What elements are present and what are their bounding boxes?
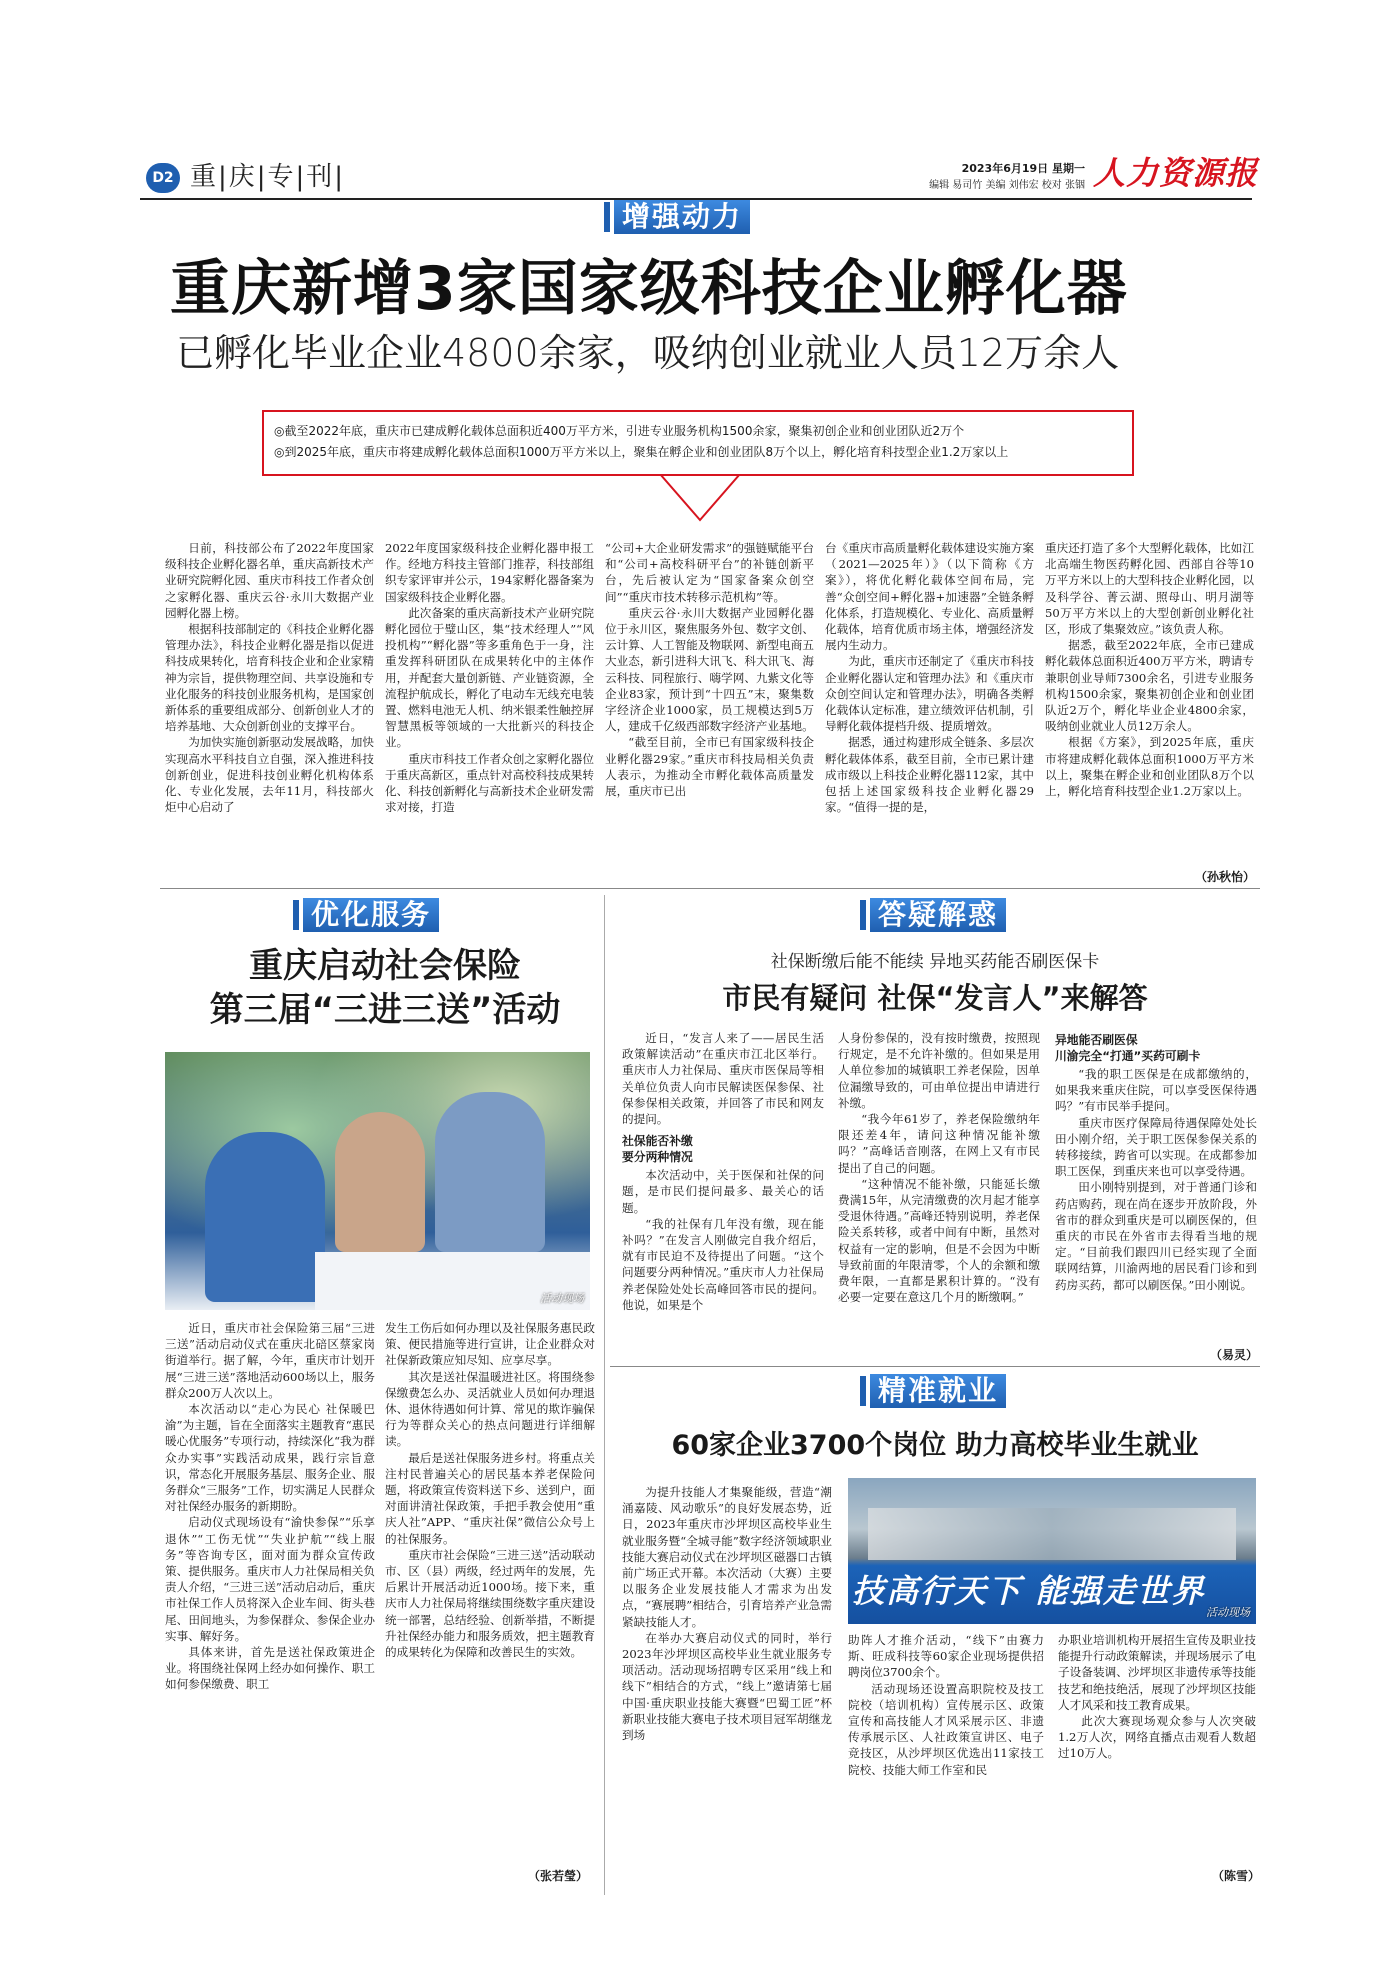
photo-banner: 技高行天下 能强走世界 xyxy=(852,1572,1206,1610)
event-photo-social-insurance xyxy=(165,1052,590,1310)
paragraph: 根据《方案》，到2025年底，重庆市将建成孵化载体总面积1000万平方米以上，聚集在孵企业和创业团队8万个以上，孵化培育科技型企业1.2万家以上。 xyxy=(1045,735,1254,799)
paragraph: 此次大赛现场观众参与人次突破1.2万人次，网络直播点击观看人数超过10万人。 xyxy=(1058,1714,1256,1761)
byline-left: （张若瑩） xyxy=(528,1869,589,1883)
paragraph: “截至目前，全市已有国家级科技企业孵化器29家。”重庆市科技局相关负责人表示，为推动全市孵化载体高质量发展，重庆市已出 xyxy=(605,735,814,799)
paragraph: 在举办大赛启动仪式的同时，举行2023年沙坪坝区高校毕业生就业服务专项活动。活动现场招聘专区采用“线上和线下”相结合的方式，“线上”邀请第七届中国·重庆职业技能大赛暨“巴蜀工匠”杯新职业技能大赛电子技术项目冠军胡继龙到场 xyxy=(622,1630,832,1743)
top-column-2 xyxy=(385,540,594,880)
section-tag-right xyxy=(860,898,1006,932)
section-tag-label: 优化服务 xyxy=(303,898,439,932)
paragraph: 重庆还打造了多个大型孵化载体，比如江北高端生物医药孵化园、西部自谷等10万平方米以上的大型科技企业孵化园，以及科学谷、菁云湖、照母山、明月湖等50万平方米以上的大型创新创业孵化社区，形成了集聚效应。”该负责人称。 xyxy=(1045,541,1254,637)
top-column-3 xyxy=(605,540,814,880)
paragraph: 此次备案的重庆高新技术产业研究院孵化园位于璧山区，集“技术经理人”“风投机构”“孵化器”等多重角色于一身，注重发挥科研团队在成果转化中的主体作用，并配套大量创新链、产业链资源，全流程护航成长，孵化了电动车无线充电装置、燃料电池无人机、纳米银柔性触控屏智慧黑板等领域的一大批新兴的科技企业。 xyxy=(385,605,594,750)
paragraph: 据悉，截至2022年底，全市已建成孵化载体总面积近400万平方米，聘请专兼职创业导师7300余名，引进专业服务机构1500余家，聚集初创企业和创业团队近2万个，孵化毕业企业4800余家，吸纳创业就业人员12万余人。 xyxy=(1045,638,1254,734)
main-subheadline: 已孵化毕业企业4800余家，吸纳创业就业人员12万余人 xyxy=(176,331,1120,375)
section-tag-label: 答疑解惑 xyxy=(870,898,1006,932)
crowd-figure xyxy=(205,1132,325,1302)
section-tag-label: 增强动力 xyxy=(614,200,750,234)
subheading-backpay: 社保能否补缴 要分两种情况 xyxy=(622,1134,693,1165)
key-fact-2: ◎到2025年底，重庆市将建成孵化载体总面积1000万平方米以上，聚集在孵企业和创业团队8万个以上，孵化培育科技型企业1.2万家以上 xyxy=(274,445,1009,459)
event-photo-job-fair xyxy=(848,1478,1256,1624)
qa-column-1 xyxy=(622,1030,824,1360)
paragraph: 近日，重庆市社会保险第三届“三进三送”活动启动仪式在重庆北碚区蔡家岗街道举行。据了解，今年，重庆市计划开展“三进三送”落地活动600场以上，服务群众200万人次以上。 xyxy=(165,1321,375,1400)
paragraph: “我的职工医保是在成都缴纳的，如果我来重庆住院，可以享受医保待遇吗？”有市民举手提问。 xyxy=(1055,1067,1257,1114)
bottom-headline: 60家企业3700个岗位 助力高校毕业生就业 xyxy=(671,1430,1199,1461)
qa-column-3 xyxy=(1055,1030,1257,1360)
byline-bottom: （陈雪） xyxy=(1212,1869,1261,1883)
paragraph: 助阵人才推介活动，“线下”由赛力斯、旺成科技等60家企业现场提供招聘岗位3700余个。 xyxy=(848,1633,1044,1680)
newspaper-logo: 人力资源报 xyxy=(1093,154,1259,192)
paragraph: 人身份参保的，没有按时缴费，按照现行规定，是不允许补缴的。但如果是用人单位参加的城镇职工养老保险，因单位漏缴导致的，可由单位提出申请进行补缴。 xyxy=(838,1031,1040,1110)
left-headline-line-1: 重庆启动社会保险 xyxy=(249,946,521,986)
date-line: 2023年6月19日 星期一 xyxy=(961,162,1085,175)
paragraph: 本次活动以“走心为民心 社保暖巴渝”为主题，旨在全面落实主题教育“惠民暖心优服务”专项行动，持续深化“我为群众办实事”实践活动成果，践行宗旨意识，常态化开展服务基层、服务企业、服务群众“三服务”工作，切实满足人民群众对社保经办服务的新期盼。 xyxy=(165,1402,375,1514)
main-headline: 重庆新增3家国家级科技企业孵化器 xyxy=(170,254,1128,324)
paragraph: 发生工伤后如何办理以及社保服务惠民政策、便民措施等进行宣讲，让企业群众对社保新政策应知尽知、应享尽享。 xyxy=(385,1321,595,1368)
paragraph: 重庆市社会保险“三进三送”活动联动市、区（县）两级，经过两年的发展，先后累计开展活动近1000场。接下来，重庆市人力社保局将继续围绕数字重庆建设统一部署，总结经验、创新举措，不断提升社保经办能力和服务质效，把主题教育的成果转化为保障和改善民生的实效。 xyxy=(385,1547,595,1660)
left-column-2 xyxy=(385,1320,595,1885)
paragraph: 最后是送社保服务进乡村。将重点关注村民普遍关心的居民基本养老保险问题，将政策宣传资料送下乡、送到户，面对面讲清社保政策，手把手教会使用“重庆人社”APP、“重庆社保”微信公众号上的社保服务。 xyxy=(385,1450,595,1546)
paragraph: 据悉，通过构建形成全链条、多层次孵化载体体系，截至目前，全市已累计建成市级以上科技企业孵化器112家，其中包括上述国家级科技企业孵化器29家。“值得一提的是， xyxy=(825,735,1034,815)
page-number-badge: D2 xyxy=(146,163,180,193)
photo-caption: 活动现场 xyxy=(1206,1606,1250,1619)
key-facts-box xyxy=(262,410,1134,476)
bottom-column-3 xyxy=(1058,1632,1256,1882)
paragraph: 日前，科技部公布了2022年度国家级科技企业孵化器名单，重庆高新技术产业研究院孵化园、重庆市科技工作者众创之家孵化器、重庆云谷·永川大数据产业园孵化器上榜。 xyxy=(165,541,374,620)
right-headline: 市民有疑问 社保“发言人”来解答 xyxy=(722,981,1148,1015)
paragraph: 为此，重庆市还制定了《重庆市科技企业孵化器认定和管理办法》和《重庆市众创空间认定和管理办法》，明确各类孵化载体认定标准，建立绩效评估机制，引导孵化载体提档升级、提质增效。 xyxy=(825,654,1034,734)
paragraph: 重庆云谷·永川大数据产业园孵化器位于永川区，聚焦服务外包、数字文创、云计算、人工智能及物联网、新型电商五大业态，新引进科大讯飞、科大讯飞、海云科技、同程旅行、嗨学网、九紫文化等企业83家，预计到“十四五”末，聚集数字经济企业1000家，员工规模达到5万人，建成千亿级西部数字经济产业基地。 xyxy=(605,605,814,734)
section-divider xyxy=(610,1366,1260,1367)
paragraph: 2022年度国家级科技企业孵化器申报工作。经地方科技主管部门推荐，科技部组织专家评审并公示，194家孵化器备案为国家级科技企业孵化器。 xyxy=(385,541,594,604)
paragraph: 重庆市科技工作者众创之家孵化器位于重庆高新区，重点针对高校科技成果转化、科技创新孵化与高新技术企业研发需求对接，打造 xyxy=(385,751,594,815)
section-tag-left xyxy=(293,898,439,932)
section-divider xyxy=(160,888,1260,889)
paragraph: “公司+大企业研发需求”的强链赋能平台和“公司+高校科研平台”的补链创新平台，先后被认定为“国家备案众创空间”“重庆市技术转移示范机构”等。 xyxy=(605,541,814,604)
photo-caption: 活动现场 xyxy=(540,1292,584,1305)
paragraph: 根据科技部制定的《科技企业孵化器管理办法》，科技企业孵化器是指以促进科技成果转化，培育科技企业和企业家精神为宗旨，提供物理空间、共享设施和专业化服务的科技创业服务机构，是国家创新体系的重要组成部分、创新创业人才的培养基地、大众创新创业的支撑平台。 xyxy=(165,622,374,734)
paragraph: 具体来讲，首先是送社保政策进企业。将围绕社保网上经办如何操作、职工如何参保缴费、职工 xyxy=(165,1645,375,1692)
section-title: 重|庆|专|刊| xyxy=(190,162,346,192)
column-divider xyxy=(604,895,605,1895)
paragraph: 活动现场还设置高职院校及技工院校（培训机构）宣传展示区、政策宣传和高技能人才风采展示区、非遗传承展示区、人社政策宣讲区、电子竞技区，从沙坪坝区优选出11家技工院校、技能大师工作室和民 xyxy=(848,1681,1044,1777)
editor-credits: 编辑 易司竹 美编 刘伟宏 校对 张铟 xyxy=(929,180,1085,191)
top-column-1 xyxy=(165,540,374,880)
paragraph: “我今年61岁了，养老保险缴纳年限还差4年，请问这种情况能补缴吗？”高峰话音刚落，在网上又有市民提出了自己的问题。 xyxy=(838,1112,1040,1175)
left-column-1 xyxy=(165,1320,375,1885)
paragraph: 为提升技能人才集聚能级，营造“潮涌嘉陵、风动歌乐”的良好发展态势，近日，2023年重庆市沙坪坝区高校毕业生就业服务暨“全城寻能”数字经济领域职业技能大赛启动仪式在沙坪坝区磁器口古镇前广场正式开幕。本次活动（大赛）主要以服务企业发展技能人才需求为出发点，“赛展聘”相结合，引育培养产业急需紧缺技能人才。 xyxy=(622,1485,832,1629)
top-column-5 xyxy=(1045,540,1254,880)
section-tag-bottom xyxy=(860,1374,1006,1408)
paragraph: 近日，“发言人来了——居民生活政策解读活动”在重庆市江北区举行。重庆市人力社保局、重庆市医保局等相关单位负责人向市民解读医保参保、社保参保相关政策，并回答了市民和网友的提问。 xyxy=(622,1031,824,1127)
crowd-figure xyxy=(335,1112,425,1252)
paragraph: 为加快实施创新驱动发展战略，加快实现高水平科技自立自强，深入推进科技创新创业，促进科技创业孵化机构体系化、专业化发展，去年11月，科技部火炬中心启动了 xyxy=(165,735,374,815)
stage-structure xyxy=(868,1508,1236,1560)
crowd-figure xyxy=(435,1092,545,1252)
paragraph: 本次活动中，关于医保和社保的问题，是市民们提问最多、最关心的话题。 xyxy=(622,1168,824,1215)
top-column-4 xyxy=(825,540,1034,880)
bottom-column-1 xyxy=(622,1484,832,1884)
left-headline xyxy=(165,944,605,1032)
paragraph: 办职业培训机构开展招生宣传及职业技能提升行动政策解读，并现场展示了电子设备装调、沙坪坝区非遗传承等技能技艺和绝技绝活，展现了沙坪坝区技能人才风采和技工教育成果。 xyxy=(1058,1633,1256,1712)
paragraph: 台《重庆市高质量孵化载体建设实施方案（2021—2025年）》（以下简称《方案》），将优化孵化载体空间布局，完善“众创空间+孵化器+加速器”全链条孵化体系，打造规模化、专业化、高质量孵化载体，培育优质市场主体，增强经济发展内生动力。 xyxy=(825,541,1034,653)
byline-right: （易灵） xyxy=(1210,1348,1259,1362)
bottom-column-2 xyxy=(848,1632,1044,1882)
left-headline-line-2: 第三届“三进三送”活动 xyxy=(209,990,561,1030)
key-fact-1: ◎截至2022年底，重庆市已建成孵化载体总面积近400万平方米，引进专业服务机构1500余家，聚集初创企业和创业团队近2万个 xyxy=(274,424,965,438)
section-tag-label: 精准就业 xyxy=(870,1374,1006,1408)
paragraph: 启动仪式现场设有“渝快参保”“乐享退休”“工伤无忧”“失业护航”“线上服务”等咨询专区，面对面为群众宣传政策、提供服务。重庆市人力社保局相关负责人介绍，“三进三送”活动启动后，重庆市社保工作人员将深入企业车间、街头巷尾、田间地头，为参保群众、参保企业办实事、解好务。 xyxy=(165,1515,375,1643)
qa-column-2 xyxy=(838,1030,1040,1360)
section-tag-top xyxy=(604,200,750,234)
byline-top: （孙秋怡） xyxy=(1195,870,1256,884)
paragraph: 田小刚特别提到，对于普通门诊和药店购药，现在尚在逐步开放阶段，外省市的群众到重庆是可以刷医保的，但重庆的市民在外省市去得看当地的规定。“目前我们跟四川已经实现了全面联网结算，川渝两地的居民看门诊和到药房买药，都可以刷医保。”田小刚说。 xyxy=(1055,1180,1257,1292)
subheading-medical-card: 异地能否刷医保 川渝完全“打通”买药可刷卡 xyxy=(1055,1033,1201,1063)
paragraph: “我的社保有几年没有缴，现在能补吗？”在发言人刚做完自我介绍后，就有市民迫不及待提出了问题。“这个问题要分两种情况。”重庆市人力社保局养老保险处处长高峰回答市民的提问。他说，如果是个 xyxy=(622,1216,824,1312)
paragraph: 其次是送社保温暖进社区。将围绕参保缴费怎么办、灵活就业人员如何办理退休、退休待遇如何计算、常见的欺诈骗保行为等群众关心的热点问题进行详细解读。 xyxy=(385,1369,595,1449)
paragraph: “这种情况不能补缴，只能延长缴费满15年，从完清缴费的次月起才能享受退休待遇。”高峰还特别说明，养老保险关系转移，或者中间有中断，虽然对权益有一定的影响，但是不会因为中断导致前面的年限清零，个人的余额和缴费年限，一直都是累积计算的。“没有必要一定要在意这几个月的断缴啊。” xyxy=(838,1176,1040,1305)
paragraph: 重庆市医疗保障局待遇保障处处长田小刚介绍，关于职工医保参保关系的转移接续，跨省可以实现。在成都参加职工医保，到重庆来也可以享受待遇。 xyxy=(1055,1115,1257,1179)
callout-pointer xyxy=(660,474,750,524)
right-kicker: 社保断缴后能不能续 异地买药能否刷医保卡 xyxy=(770,952,1100,972)
